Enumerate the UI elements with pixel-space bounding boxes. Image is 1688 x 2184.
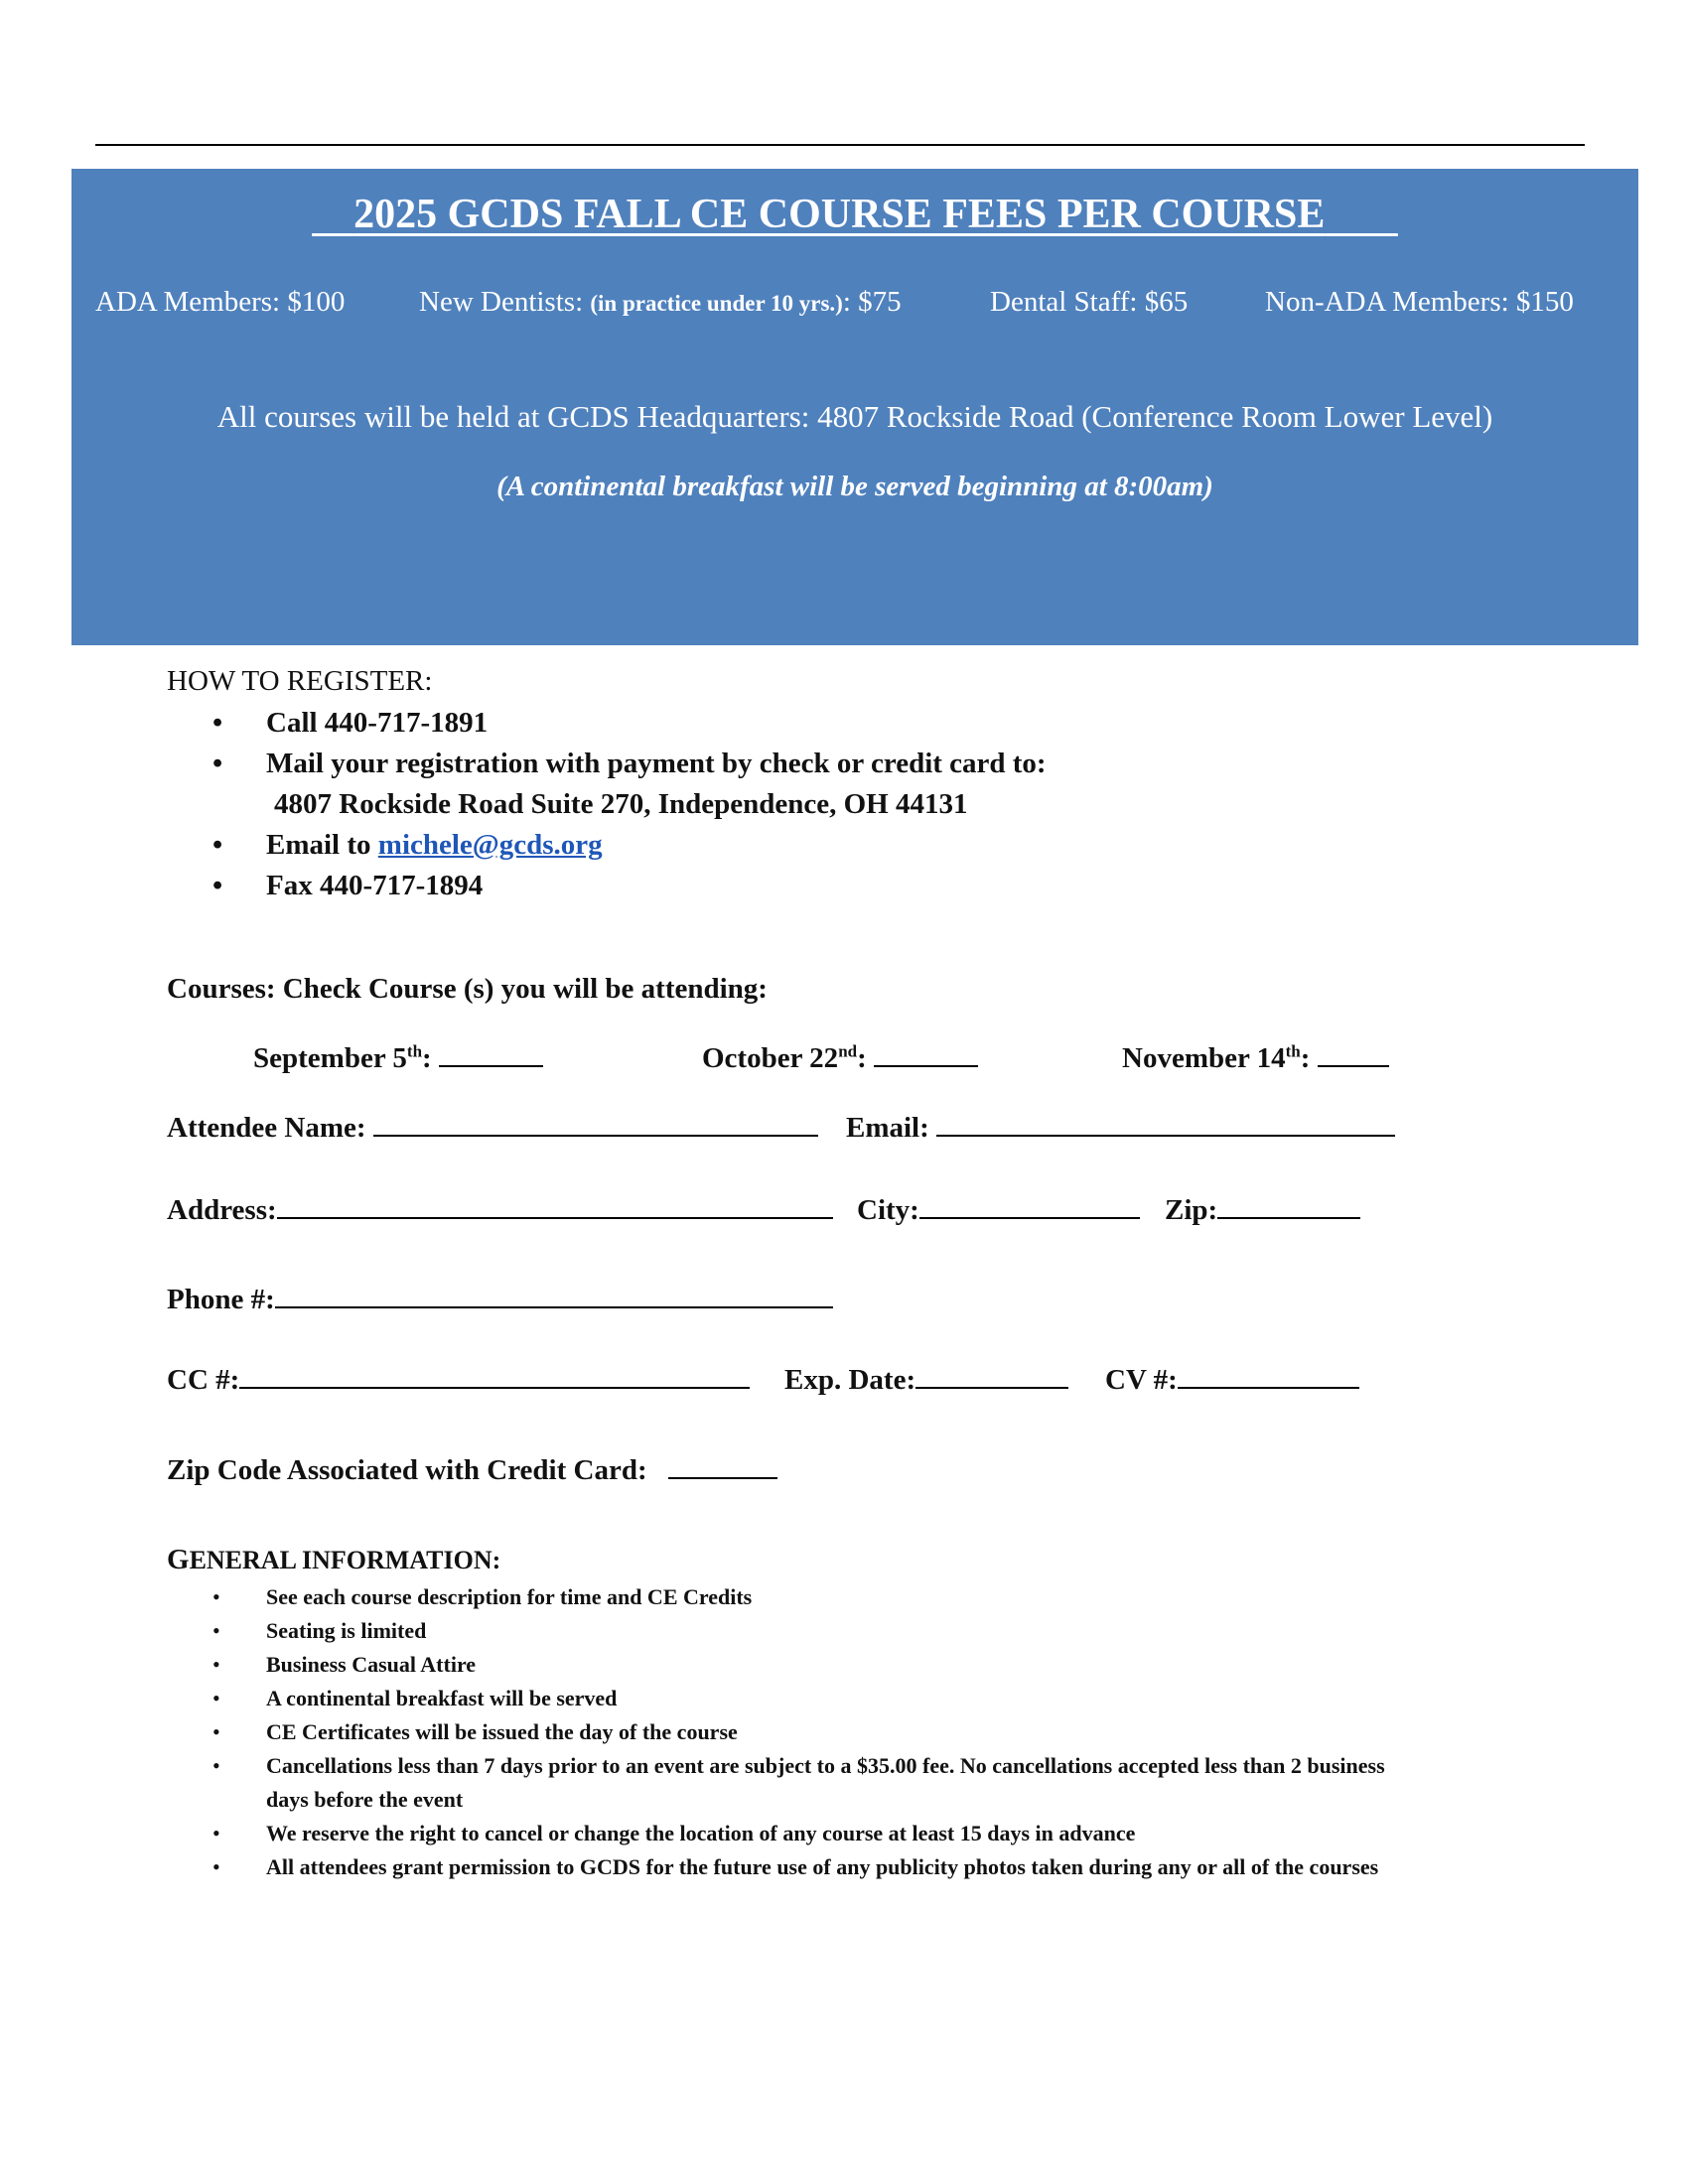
exp-date-field: Exp. Date: [784, 1361, 1068, 1397]
email-input[interactable] [936, 1109, 1395, 1137]
general-info-item: • See each course description for time and CE Credits [167, 1580, 1537, 1614]
general-info-item: • Cancellations less than 7 days prior to an event are subject to a $35.00 fee. No cancellations accepted less than 2 business days before the event [167, 1749, 1537, 1817]
cc-zip-field: Zip Code Associated with Credit Card: [167, 1451, 777, 1487]
course-date-nov: November 14th: [1122, 1039, 1389, 1075]
course-checkbox-sep[interactable] [439, 1039, 543, 1067]
courses-heading: Courses: Check Course (s) you will be attending: [167, 973, 768, 1005]
general-info-item: • A continental breakfast will be served [167, 1682, 1537, 1715]
register-call: • Call 440-717-1891 [167, 703, 1047, 744]
email-field: Email: [846, 1109, 1395, 1145]
zip-input[interactable] [1217, 1191, 1360, 1219]
fees-banner [71, 169, 1638, 645]
fee-new-dentists: New Dentists: (in practice under 10 yrs.): $75 [419, 286, 902, 318]
course-date-sep: September 5th: [253, 1039, 543, 1075]
register-mail-address: 4807 Rockside Road Suite 270, Independence, OH 44131 [274, 788, 968, 820]
general-info-item: • CE Certificates will be issued the day of the course [167, 1715, 1537, 1749]
course-checkbox-nov[interactable] [1318, 1039, 1389, 1067]
how-to-register-heading: HOW TO REGISTER: [167, 665, 433, 697]
exp-date-input[interactable] [915, 1361, 1068, 1389]
course-checkbox-oct[interactable] [874, 1039, 978, 1067]
fee-non-ada-members: Non-ADA Members: $150 [1265, 286, 1574, 318]
email-link[interactable]: michele@gcds.org [377, 829, 603, 861]
fee-ada-members: ADA Members: $100 [95, 286, 346, 318]
general-info-item: • We reserve the right to cancel or change the location of any course at least 15 days in advance [167, 1817, 1537, 1850]
course-location: All courses will be held at GCDS Headquarters: 4807 Rockside Road (Conference Room Lower Level) [216, 399, 1493, 434]
breakfast-note: (A continental breakfast will be served beginning at 8:00am) [496, 471, 1213, 502]
cc-input[interactable] [239, 1361, 750, 1389]
general-info-item: • Business Casual Attire [167, 1648, 1537, 1682]
register-list [167, 703, 1047, 906]
register-email: • Email to michele@gcds.org [167, 825, 1047, 866]
banner-title: 2025 GCDS FALL CE COURSE FEES PER COURSE [353, 192, 1326, 237]
cc-zip-input[interactable] [668, 1451, 777, 1479]
fee-dental-staff: Dental Staff: $65 [990, 286, 1189, 318]
cc-field: CC #: [167, 1361, 750, 1397]
fee-new-dentists-note: (in practice under 10 yrs.) [590, 291, 843, 316]
top-rule [95, 144, 1585, 146]
address-field: Address: [167, 1191, 833, 1227]
phone-input[interactable] [275, 1281, 833, 1308]
general-info-item: • All attendees grant permission to GCDS for the future use of any publicity photos taken during any or all of the courses [167, 1850, 1537, 1884]
cv-field: CV #: [1105, 1361, 1359, 1397]
course-date-oct: October 22nd: [702, 1039, 978, 1075]
attendee-name-field: Attendee Name: [167, 1109, 818, 1145]
phone-field: Phone #: [167, 1281, 833, 1316]
register-mail: • Mail your registration with payment by check or credit card to: 4807 Rockside Road Suite 270, Independence, OH 44131 [167, 744, 1047, 825]
register-fax: • Fax 440-717-1894 [167, 866, 1047, 906]
city-field: City: [857, 1191, 1140, 1227]
city-input[interactable] [919, 1191, 1140, 1219]
zip-field: Zip: [1165, 1191, 1360, 1227]
attendee-name-input[interactable] [373, 1109, 818, 1137]
cv-input[interactable] [1178, 1361, 1359, 1389]
address-input[interactable] [277, 1191, 833, 1219]
general-info-heading: GENERAL INFORMATION: [167, 1544, 501, 1575]
general-info-list [167, 1580, 1537, 1884]
general-info-item: • Seating is limited [167, 1614, 1537, 1648]
